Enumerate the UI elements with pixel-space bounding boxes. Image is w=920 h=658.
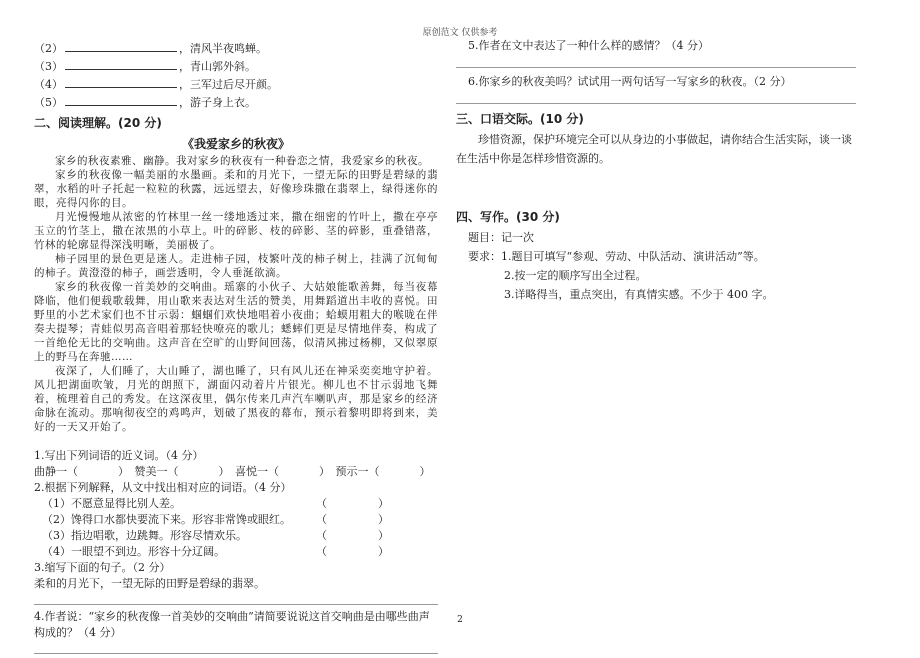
article-title: 《我爱家乡的秋夜》 [181, 137, 290, 151]
question-6: 6.你家乡的秋夜美吗？试试用一两句话写一写家乡的秋夜。（2 分） [468, 75, 792, 88]
blank-number: （3） [34, 60, 63, 73]
definition-text: （4）一眼望不到边。形容十分辽阔。 [42, 545, 225, 558]
page-number: 2 [457, 615, 463, 625]
section2-title: 二、阅读理解。(20 分) [34, 116, 162, 130]
article-paragraph: 家乡的秋夜像一首美妙的交响曲。瑶寨的小伙子、大姑娘能歌善舞，每当夜幕降临，他们便载歌载舞，用山歌来表达对生活的赞美，用舞蹈道出丰收的喜悦。田野里的小艺术家们也不甘示弱：蝈蝈们欢快地唱着小夜曲；蛤蟆用粗大的喉咙在伴奏夫提琴；青蛙似男高音唱着那轻快嘹亮的歌儿；蟋蟀们更是尽情地伴奏，构成了一首绝伦无比的交响曲。这声音在空旷的山野间回荡，似清风拂过杨柳，又似翠原上的野马在奔驰…… [34, 281, 438, 363]
synonym-item: 曲静一（ [34, 465, 78, 478]
paren-close: ） [378, 529, 389, 542]
fill-in-blank[interactable] [65, 40, 177, 52]
paren-open[interactable]: （ [316, 529, 327, 542]
paren-open[interactable]: （ [316, 497, 327, 510]
paren-close: ） [378, 497, 389, 510]
fill-in-blank[interactable] [65, 58, 177, 70]
synonym-row [34, 464, 438, 480]
blank-number: （5） [34, 96, 63, 109]
question-1: 1.写出下列词语的近义词。（4 分） [34, 449, 204, 462]
paren-open[interactable]: （ [316, 513, 327, 526]
section3-title: 三、口语交际。(10 分) [456, 112, 584, 126]
blank-text: ，游子身上衣。 [179, 96, 256, 109]
essay-topic: 题目：记一次 [468, 231, 534, 244]
article-paragraph: 家乡的秋夜像一幅美丽的水墨画。柔和的月光下，一望无际的田野是碧绿的翡翠，水稻的叶子托起一粒粒的秋露，远远望去，好像珍珠撒在翡翠上，绿得迷你的眼，亮得闪你的目。 [34, 169, 438, 209]
synonym-item: ） 预示一（ [319, 465, 380, 478]
answer-line[interactable] [456, 95, 856, 104]
essay-requirement: 3.详略得当，重点突出，有真情实感。不少于 400 字。 [504, 288, 774, 301]
essay-requirement: 2.按一定的顺序写出全过程。 [504, 269, 647, 282]
sentence-to-shorten: 柔和的月光下，一望无际的田野是碧绿的翡翠。 [34, 577, 265, 590]
paren-close: ） [378, 513, 389, 526]
blank-number: （4） [34, 78, 63, 91]
synonym-item: ） 赞美一（ [118, 465, 179, 478]
question-5: 5.作者在文中表达了一种什么样的感情？（4 分） [468, 39, 709, 52]
blank-text: ，清风半夜鸣蝉。 [179, 42, 267, 55]
question-4-continued: 构成的？（4 分） [34, 626, 122, 639]
fill-in-blank[interactable] [65, 76, 177, 88]
right-column [456, 40, 856, 304]
blank-text: ，三军过后尽开颜。 [179, 78, 278, 91]
blank-line [34, 58, 438, 76]
article-paragraph: 柿子园里的景色更是迷人。走进柿子园，枝繁叶茂的柿子树上，挂满了沉甸甸的柿子。黄澄澄的柿子，画尝透明，令人垂涎欲滴。 [34, 253, 438, 279]
article-paragraph: 夜深了，人们睡了，大山睡了，湖也睡了，只有风儿还在神采奕奕地守护着。风儿把湖面吹皱，月光的朗照下，湖面闪动着片片银光。柳儿也不甘示弱地飞舞着，梳理着自己的秀发。在这深夜里，偶尔传来几声汽车喇叭声，那是家乡的经济命脉在流动。那响彻夜空的鸡鸣声，划破了黑夜的幕布，预示着黎明即将到来，美好的一天又开始了。 [34, 365, 438, 433]
article-paragraph: 月光慢慢地从浓密的竹林里一丝一缕地透过来，撒在细密的竹叶上，撒在亭亭玉立的竹茎上，撒在浓黑的小草上。叶的碎影、枝的碎影、茎的碎影，重叠错落，竹林的轮廓显得深浅明晰，美丽极了。 [34, 211, 438, 251]
definition-row [34, 512, 438, 528]
synonym-item: ） 喜悦一（ [218, 465, 279, 478]
blank-line [34, 40, 438, 58]
fill-in-blank[interactable] [65, 94, 177, 106]
essay-requirement: 要求：1.题目可填写“参观、劳动、中队活动、演讲活动”等。 [468, 250, 765, 263]
definition-row [34, 544, 438, 560]
article-paragraph: 家乡的秋夜素雅、幽静。我对家乡的秋夜有一种眷恋之情，我爱家乡的秋夜。 [55, 155, 429, 167]
left-column [34, 40, 438, 658]
definition-row [34, 528, 438, 544]
definition-row [34, 496, 438, 512]
synonym-item: ） [419, 465, 431, 478]
definition-text: （1）不愿意显得比别人差。 [42, 497, 181, 510]
definition-text: （3）指边唱歌，边跳舞。形容尽情欢乐。 [42, 529, 247, 542]
definition-text: （2）馋得口水都快要流下来。形容非常馋或眼红。 [42, 513, 291, 526]
page-header: 原创范文 仅供参考 [422, 28, 498, 38]
blank-line [34, 76, 438, 94]
paren-open[interactable]: （ [316, 545, 327, 558]
question-2: 2.根据下列解释，从文中找出相对应的词语。（4 分） [34, 481, 292, 494]
blank-line [34, 94, 438, 112]
blank-number: （2） [34, 42, 63, 55]
question-3: 3.缩写下面的句子。（2 分） [34, 561, 171, 574]
answer-line[interactable] [456, 59, 856, 68]
section4-title: 四、写作。(30 分) [456, 210, 560, 224]
question-4: 4.作者说：“家乡的秋夜像一首美妙的交响曲”请简要说说这首交响曲是由哪些曲声 [34, 610, 430, 623]
answer-line[interactable] [34, 596, 438, 605]
section3-text: 珍惜资源，保护环境完全可以从身边的小事做起，请你结合生活实际，谈一谈在生活中你是怎样珍惜资源的。 [456, 133, 852, 165]
blank-text: ，青山郭外斜。 [179, 60, 256, 73]
paren-close: ） [378, 545, 389, 558]
